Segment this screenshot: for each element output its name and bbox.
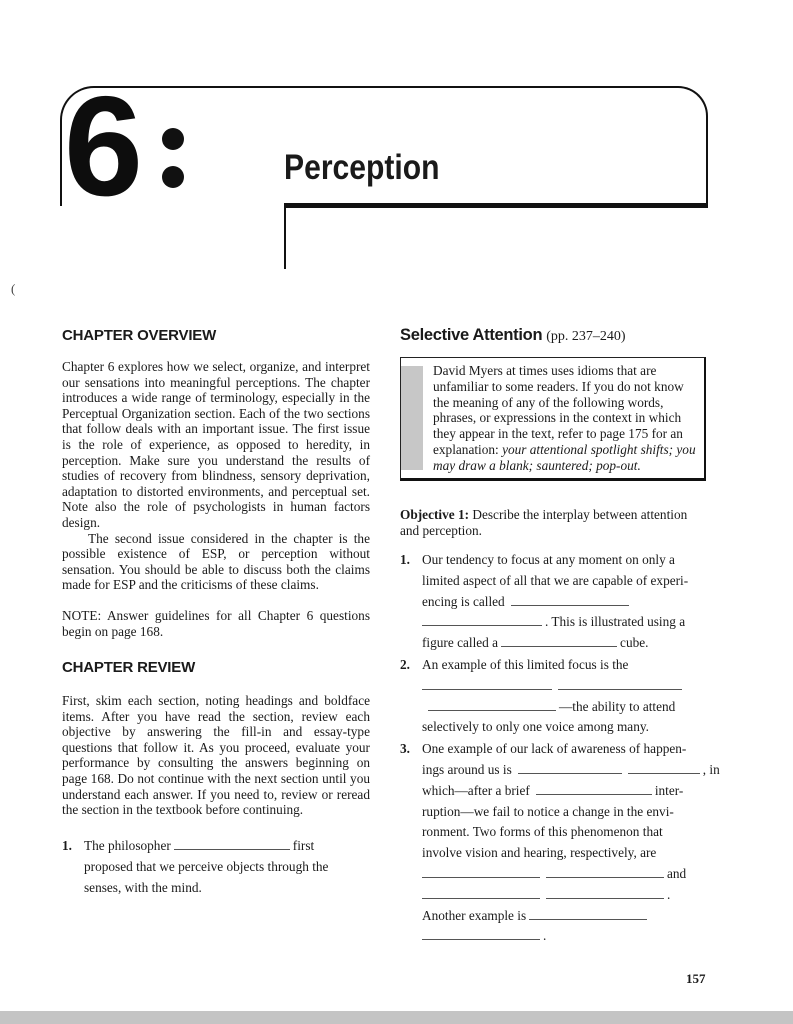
overview-text [62,359,370,593]
answer-blank[interactable] [174,848,290,850]
overview-paragraph-2: The second issue considered in the chapter is the possible existence of ESP, or perception without sensation. You should be able to discuss both the claims made for ESP and the criticisms of these claims. [62,530,370,593]
answer-blank[interactable] [422,876,540,878]
idioms-list: your attentional spotlight shifts; you may draw a blank; sauntered; pop-out. [433,441,696,473]
objective-questions [400,550,720,947]
question-item: 2. An example of this limited focus is the —the ability to attend selectively to only one voice among many. [400,655,706,738]
answer-blank[interactable] [558,688,682,690]
answer-blank[interactable] [422,624,542,626]
page-number: 157 [686,971,706,986]
stray-mark: ( [11,281,16,296]
answer-blank[interactable] [422,897,540,899]
scan-footer-bar [0,1011,793,1024]
review-heading: CHAPTER REVIEW [62,659,196,676]
overview-heading: CHAPTER OVERVIEW [62,327,217,344]
question-item: 1. Our tendency to focus at any moment on only a limited aspect of all that we are capable of experi- encing is called . This is illustrated using a figure called a cube. [400,552,689,651]
question-item: 1. The philosopher first proposed that we perceive objects through the senses, with the mind. [62,838,329,895]
chapter-title: Perception [284,148,440,187]
question-number: 1. [62,838,72,853]
answer-blank[interactable] [428,709,556,711]
answer-blank[interactable] [511,604,629,606]
answer-blank[interactable] [628,772,700,774]
header-rule [284,203,708,208]
answer-blank[interactable] [518,772,622,774]
answer-blank[interactable] [546,897,664,899]
header-frame [60,86,708,206]
objective-label: Objective 1: [400,507,470,522]
colon-dot-bottom [162,166,184,188]
chapter-number: 6 [64,67,139,226]
answer-blank[interactable] [501,645,617,647]
answer-blank[interactable] [536,793,652,795]
answer-blank[interactable] [529,918,647,920]
answer-blank[interactable] [422,938,540,940]
header-vertical-rule [284,203,286,269]
review-text: First, skim each section, noting headings and boldface items. After you have read the section, review each objective by answering the fill-in and essay-type questions that follow it. As you proceed, evaluate your performance by consulting the answers beginning on page 168. Do not continue with the next section until you understand each answer. If you need to, review or reread the section in the textbook before continuing. [62,693,370,818]
callout-shade-bar [401,366,423,470]
answer-blank[interactable] [422,688,552,690]
colon-dot-top [162,128,184,150]
objective-1 [400,507,706,538]
idioms-callout-text: David Myers at times uses idioms that are unfamiliar to some readers. If you do not know the meaning of any of the following words, phrases, or expressions in the context in which they appear in the text, refer to page 175 for an explanation: your attentional spotlight shifts; you may draw a blank; sauntered; pop-out. [433,363,696,473]
objective-text: Describe the interplay between attention and perception. [400,507,688,538]
section-heading-selective-attention: Selective Attention (pp. 237–240) [400,326,626,344]
review-question-1 [62,836,370,898]
question-item: 3. One example of our lack of awareness of happen- ings around us is , in which—after a brief inter- ruption—we fail to notice a change in the envi- ronment. Two forms of this phenomenon that involve vision and hearing, respectively, are and . Another example is . [400,741,720,944]
overview-paragraph-1: Chapter 6 explores how we select, organize, and interpret our sensations into meaningful perceptions. The chapter introduces a wide range of terminology, especially in the Perceptual Organization section. Each of the two sections that follow deals with an important issue. The first issue is the role of experience, as opposed to heredity, in perception. Make sure you understand the results of studies of recovery from blindness, sensory deprivation, adaptation to distorted environments, and perceptual set. Note also the role of psychologists in human factors design. [62,359,370,530]
note-text: NOTE: Answer guidelines for all Chapter 6 questions begin on page 168. [62,608,370,639]
answer-blank[interactable] [546,876,664,878]
